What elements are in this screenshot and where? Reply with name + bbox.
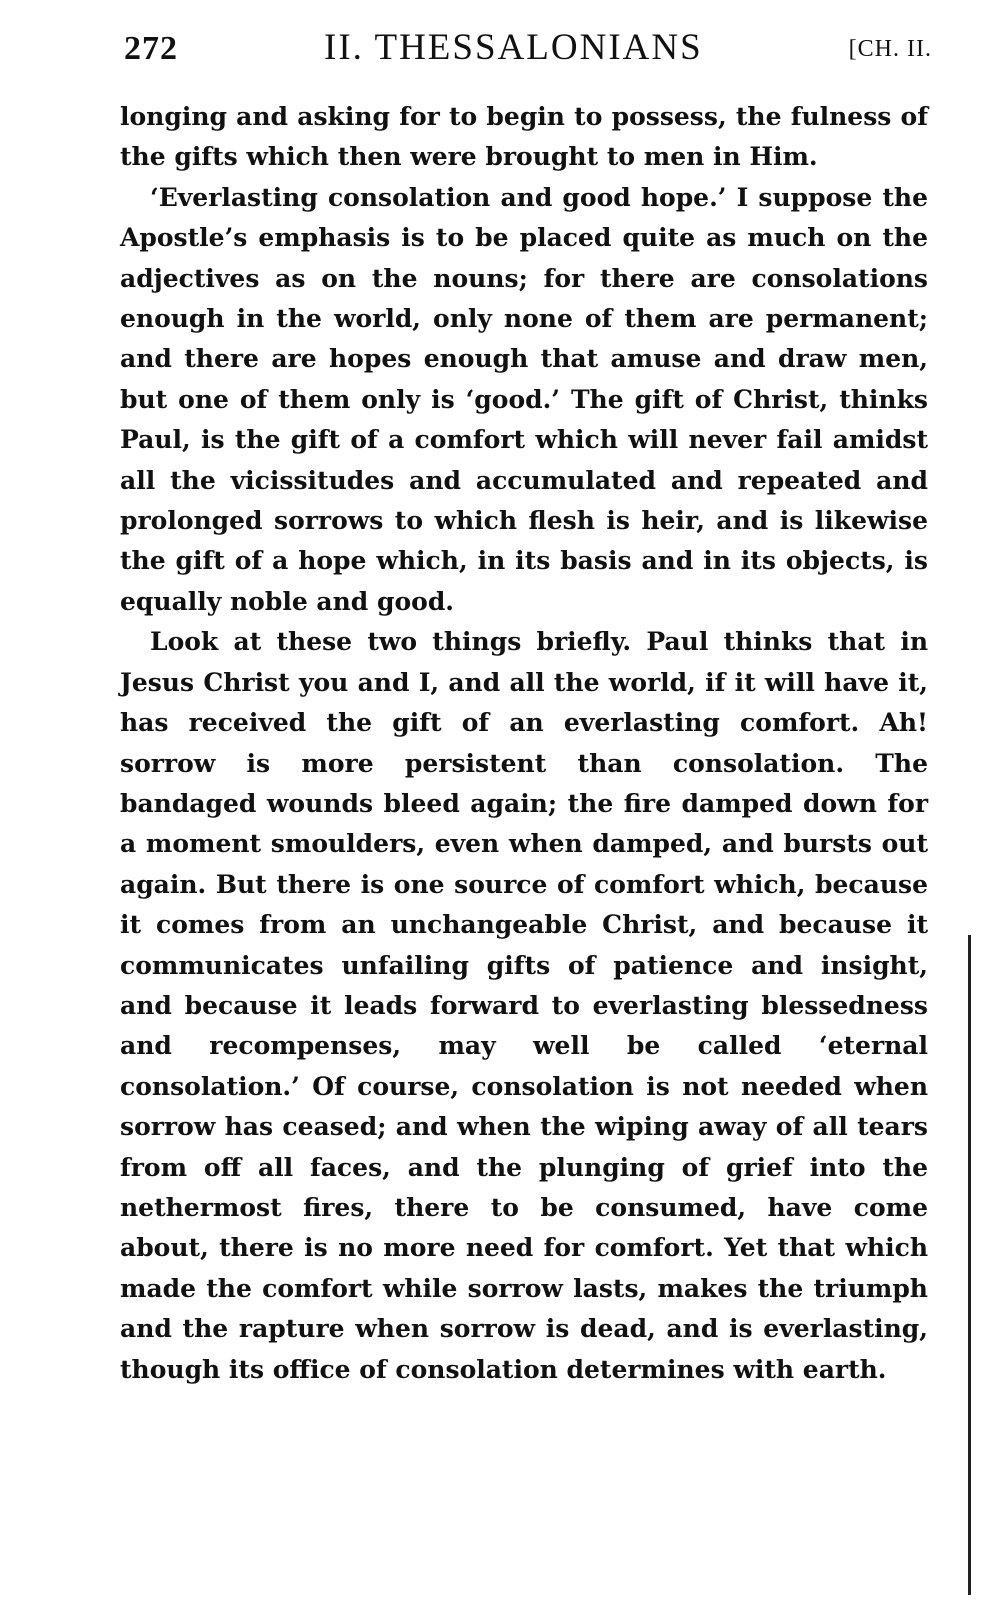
running-head	[124, 24, 932, 74]
running-title: II. THESSALONIANS	[324, 27, 703, 68]
page-number: 272	[124, 30, 178, 67]
paragraph: ‘Everlasting consolation and good hope.’ I suppose the Apostle’s emphasis is to be placed quite as much on the adjectives as on the nouns; for there are consolations enough in the world, only none of them are permanent; and there are hopes enough that amuse and draw men, but one of them only is ‘good.’ The gift of Christ, thinks Paul, is the gift of a comfort which will never fail amidst all the vicissitudes and accumulated and repeated and prolonged sorrows to which flesh is heir, and is likewise the gift of a hope which, in its basis and in its objects, is equally noble and good.	[120, 182, 928, 616]
chapter-reference: [CH. II.	[848, 36, 932, 62]
scan-edge-line	[968, 935, 971, 1595]
body-text	[120, 97, 928, 1390]
paragraph-continuation: longing and asking for to begin to possess, the fulness of the gifts which then were brought to men in Him.	[120, 102, 928, 172]
paragraph: Look at these two things briefly. Paul thinks that in Jesus Christ you and I, and all the world, if it will have it, has received the gift of an everlasting comfort. Ah! sorrow is more persistent than consolation. The bandaged wounds bleed again; the fire damped down for a moment smoulders, even when damped, and bursts out again. But there is one source of comfort which, because it comes from an unchangeable Christ, and because it communicates unfailing gifts of patience and insight, and because it leads forward to everlasting blessedness and recompenses, may well be called ‘eternal consolation.’ Of course, consolation is not needed when sorrow has ceased; and when the wiping away of all tears from off all faces, and the plunging of grief into the nethermost fires, there to be consumed, have come about, there is no more need for comfort. Yet that which made the comfort while sorrow lasts, makes the triumph and the rapture when sorrow is dead, and is everlasting, though its office of consolation determines with earth.	[120, 627, 928, 1384]
